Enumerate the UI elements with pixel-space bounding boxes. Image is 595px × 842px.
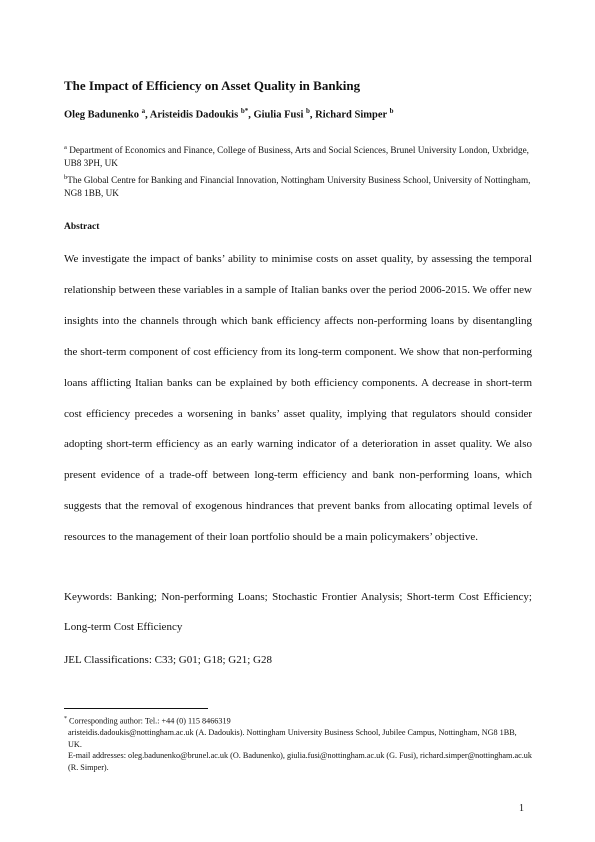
author-name: Oleg Badunenko: [64, 109, 139, 121]
affiliation-marker: b: [64, 174, 68, 181]
author-affiliation-marker: b: [305, 107, 310, 115]
footnote-corresponding-email: aristeidis.dadoukis@nottingham.ac.uk (A. Dadoukis). Nottingham University Business School, Jubilee Campus, Nottingham, NG8 1BB, UK.: [68, 728, 517, 749]
author-name: Aristeidis Dadoukis: [149, 109, 239, 121]
author-list: Oleg Badunenko $^a$, Aristeidis Dadoukis $^{b*}$, Giulia Fusi $^b$, Richard Simper $^b$: [64, 107, 394, 121]
affiliation: [64, 142, 532, 169]
author-affiliation-marker: a: [141, 107, 146, 115]
affiliation: [64, 172, 532, 199]
author-name: Giulia Fusi: [253, 109, 304, 121]
affiliation-text: The Global Centre for Banking and Financial Innovation, Nottingham University Business School, University of Nottingham, NG8 1BB, UK: [64, 175, 531, 198]
paper-title: The Impact of Efficiency on Asset Quality in Banking: [64, 78, 361, 93]
author-affiliation-marker: b*: [240, 107, 249, 115]
footnote-divider: [64, 708, 208, 709]
footnote-email-addresses: E-mail addresses: oleg.badunenko@brunel.ac.uk (O. Badunenko), giulia.fusi@nottingham.ac.uk (G. Fusi), richard.simper@nottingham.ac.uk (R. Simper).: [68, 751, 532, 772]
abstract-heading: Abstract: [64, 222, 100, 232]
abstract-body: We investigate the impact of banks’ ability to minimise costs on asset quality, by assessing the temporal relationship between these variables in a sample of Italian banks over the period 2006-2015. We offer new insights into the channels through which bank efficiency affects non-performing loans by disentangling the short-term component of cost efficiency from its long-term component. We show that non-performing loans afflicting Italian banks can be explained by both efficiency components. A decrease in short-term cost efficiency precedes a worsening in banks’ asset quality, implying that regulators should consider adopting short-term efficiency as an early warning indicator of a deterioration in asset quality. We also present evidence of a trade-off between long-term efficiency and bank non-performing loans, which suggests that the removal of exogenous hindrances that prevent banks from allocating optimal levels of resources to the management of their loan portfolio should be a main policymakers’ objective.: [64, 253, 532, 544]
footnote-marker: *: [64, 716, 67, 722]
footnote-contact: Corresponding author: Tel.: +44 (0) 115 8466319: [69, 716, 231, 726]
jel-classifications: JEL Classifications: C33; G01; G18; G21; G28: [64, 654, 272, 666]
author-name: Richard Simper: [315, 109, 387, 121]
page-number: 1: [519, 803, 524, 814]
affiliation-marker: a: [64, 144, 67, 151]
author-affiliation-marker: b: [389, 107, 394, 115]
footnote: [64, 714, 532, 773]
keywords: Keywords: Banking; Non-performing Loans; Stochastic Frontier Analysis; Short-term Cost Efficiency; Long-term Cost Efficiency: [64, 591, 532, 633]
affiliation-text: Department of Economics and Finance, College of Business, Arts and Social Sciences, Brunel University London, Uxbridge, UB8 3PH, UK: [64, 145, 529, 168]
